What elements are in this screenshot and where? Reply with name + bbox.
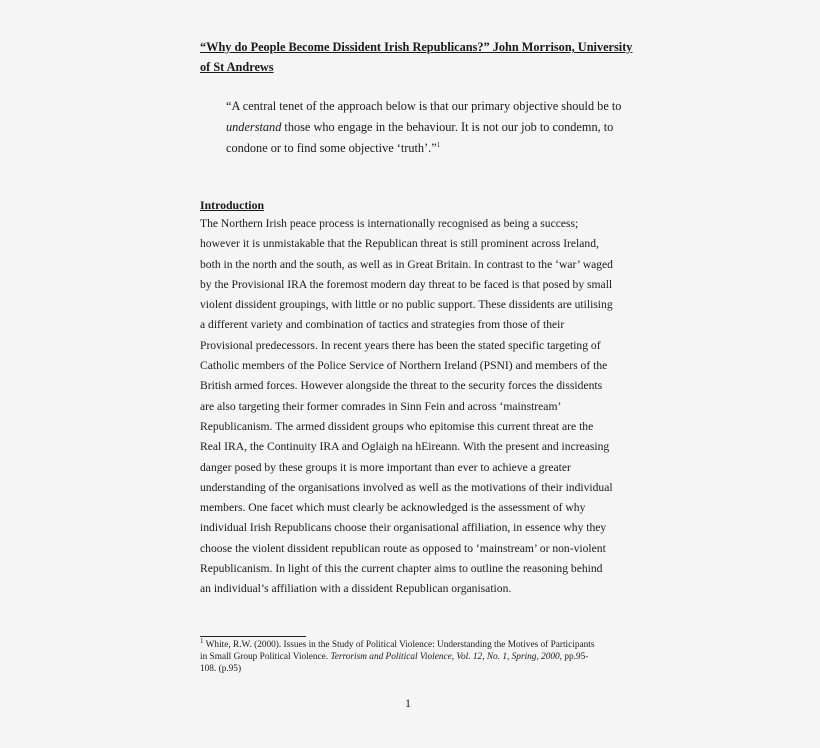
paragraph-line: individual Irish Republicans choose their organisational affiliation, in essence why they [200,521,607,535]
paragraph-line: Provisional predecessors. In recent years there has been the stated specific targeting of [200,338,601,352]
footnote [200,636,625,675]
paragraph-line: members. One facet which must clearly be acknowledged is the assessment of why [200,501,586,515]
paragraph-line: Real IRA, the Continuity IRA and Oglaigh na hEireann. With the present and increasing [200,440,610,454]
epigraph-line-2-rest: those who engage in the behaviour. It is not our job to condemn, to [281,120,614,134]
paragraph-line: by the Provisional IRA the foremost modern day threat to be faced is that posed by small [200,277,613,291]
paragraph-line: Catholic members of the Police Service of Northern Ireland (PSNI) and members of the [200,359,608,373]
paragraph-line: understanding of the organisations involved as well as the motivations of their individual [200,480,613,494]
paragraph-line: both in the north and the south, as well as in Great Britain. In contrast to the ‘war’ waged [200,257,613,271]
paragraph-line: Republicanism. The armed dissident groups who epitomise this current threat are the [200,419,594,433]
paragraph-line: choose the violent dissident republican route as opposed to ‘mainstream’ or non-violent [200,541,606,555]
paragraph-line: are also targeting their former comrades in Sinn Fein and across ‘mainstream’ [200,399,562,413]
paragraph-line: British armed forces. However alongside the threat to the security forces the dissidents [200,379,603,393]
footnote-separator [200,636,306,637]
footnote-number: 1 [200,636,204,645]
footnote-line-1 [200,636,625,652]
epigraph-emphasis: understand [226,120,282,134]
footnote-line-2-text: in Small Group Political Violence. [200,651,331,662]
footnote-line-3: 108. (p.95) [200,663,242,674]
document-title [200,37,633,77]
footnote-reference[interactable]: 1 [436,140,441,149]
paragraph-line: a different variety and combination of tactics and strategies from those of their [200,318,565,332]
page-number: 1 [405,696,411,710]
paragraph-line: Republicanism. In light of this the current chapter aims to outline the reasoning behind [200,562,603,576]
paragraph-line: an individual’s affiliation with a dissident Republican organisation. [200,582,512,596]
document-page [200,37,633,600]
section-heading-introduction: Introduction [200,198,265,212]
paragraph-line: violent dissident groupings, with little or no public support. These dissidents are utilising [200,298,613,312]
epigraph-line-1: “A central tenet of the approach below is that our primary objective should be to [226,99,622,113]
epigraph-line-2 [226,117,616,138]
paragraph-line: danger posed by these groups it is more important than ever to achieve a greater [200,460,571,474]
epigraph-quote [226,96,622,159]
paragraph-line: however it is unmistakable that the Republican threat is still prominent across Ireland, [200,237,599,251]
paragraph-line: The Northern Irish peace process is internationally recognised as being a success; [200,217,579,230]
epigraph-line-3 [226,138,616,159]
title-line-2: of St Andrews [200,60,274,74]
footnote-pages: pp.95- [562,651,589,662]
introduction-paragraph [200,214,625,600]
title-line-1: “Why do People Become Dissident Irish Republicans?” John Morrison, University [200,40,633,54]
footnote-journal: Terrorism and Political Violence, Vol. 12, No. 1, Spring, 2000, [330,651,563,662]
footnote-line-2 [200,652,625,664]
footnote-line-1-text: White, R.W. (2000). Issues in the Study of Political Violence: Understanding the Motives of Participants [203,640,595,650]
epigraph-line-3-text: condone or to find some objective ‘truth’.” [226,141,437,155]
